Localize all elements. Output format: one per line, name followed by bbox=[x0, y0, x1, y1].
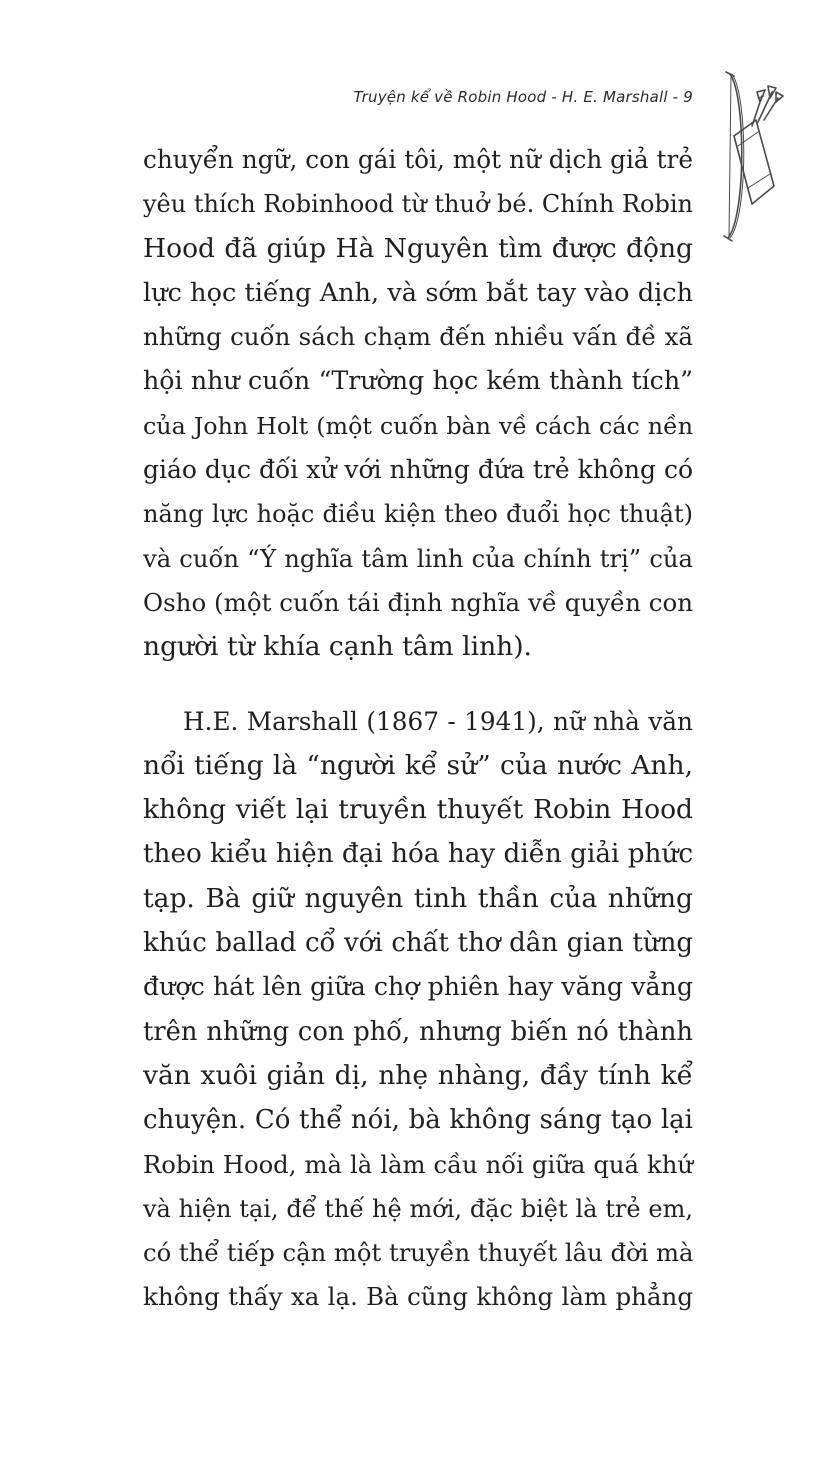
text-line: yêu thích Robinhood từ thuở bé. Chính Robin bbox=[143, 190, 693, 219]
text-line: và hiện tại, để thế hệ mới, đặc biệt là trẻ em, bbox=[143, 1194, 693, 1223]
text-line: tạp. Bà giữ nguyên tinh thần của những bbox=[143, 882, 693, 914]
text-line: nổi tiếng là “người kể sử” của nước Anh, bbox=[143, 749, 693, 781]
text-line: Hood đã giúp Hà Nguyên tìm được động bbox=[143, 232, 693, 264]
text-line: không thấy xa lạ. Bà cũng không làm phẳng bbox=[143, 1282, 693, 1312]
text-line: khúc ballad cổ với chất thơ dân gian từng bbox=[143, 928, 693, 959]
text-line: Robin Hood, mà là làm cầu nối giữa quá khứ bbox=[143, 1149, 693, 1179]
body-text bbox=[143, 138, 693, 1320]
text-line: có thể tiếp cận một truyền thuyết lâu đời mà bbox=[143, 1238, 694, 1268]
running-header: Truyện kể về Robin Hood - H. E. Marshall - 9 bbox=[353, 88, 693, 106]
bow-and-quiver-icon bbox=[712, 66, 788, 246]
text-line: lực học tiếng Anh, và sớm bắt tay vào dịch bbox=[143, 277, 693, 308]
text-line: theo kiểu hiện đại hóa hay diễn giải phức bbox=[143, 839, 694, 870]
text-line: H.E. Marshall (1867 - 1941), nữ nhà văn bbox=[183, 706, 693, 736]
text-line: hội như cuốn “Trường học kém thành tích” bbox=[143, 366, 693, 396]
text-line: văn xuôi giản dị, nhẹ nhàng, đầy tính kể bbox=[143, 1059, 693, 1091]
paragraph-1 bbox=[143, 138, 693, 670]
text-line: những cuốn sách chạm đến nhiều vấn đề xã bbox=[143, 322, 693, 352]
paragraph-gap bbox=[143, 670, 693, 700]
text-line: chuyện. Có thể nói, bà không sáng tạo lại bbox=[143, 1105, 693, 1136]
text-line: được hát lên giữa chợ phiên hay văng vẳng bbox=[143, 972, 693, 1002]
text-line: năng lực hoặc điều kiện theo đuổi học thuật) bbox=[143, 500, 693, 529]
text-line: người từ khía cạnh tâm linh). bbox=[143, 631, 532, 663]
text-line: chuyển ngữ, con gái tôi, một nữ dịch giả trẻ bbox=[143, 145, 693, 174]
text-line: giáo dục đối xử với những đứa trẻ không có bbox=[143, 455, 693, 485]
text-line: Osho (một cuốn tái định nghĩa về quyền con bbox=[143, 587, 693, 617]
text-line: và cuốn “Ý nghĩa tâm linh của chính trị” của bbox=[143, 543, 693, 573]
paragraph-2 bbox=[143, 700, 693, 1320]
text-line: của John Holt (một cuốn bàn về cách các nền bbox=[143, 411, 693, 440]
text-line: trên những con phố, nhưng biến nó thành bbox=[143, 1016, 693, 1047]
text-line: không viết lại truyền thuyết Robin Hood bbox=[143, 794, 693, 826]
